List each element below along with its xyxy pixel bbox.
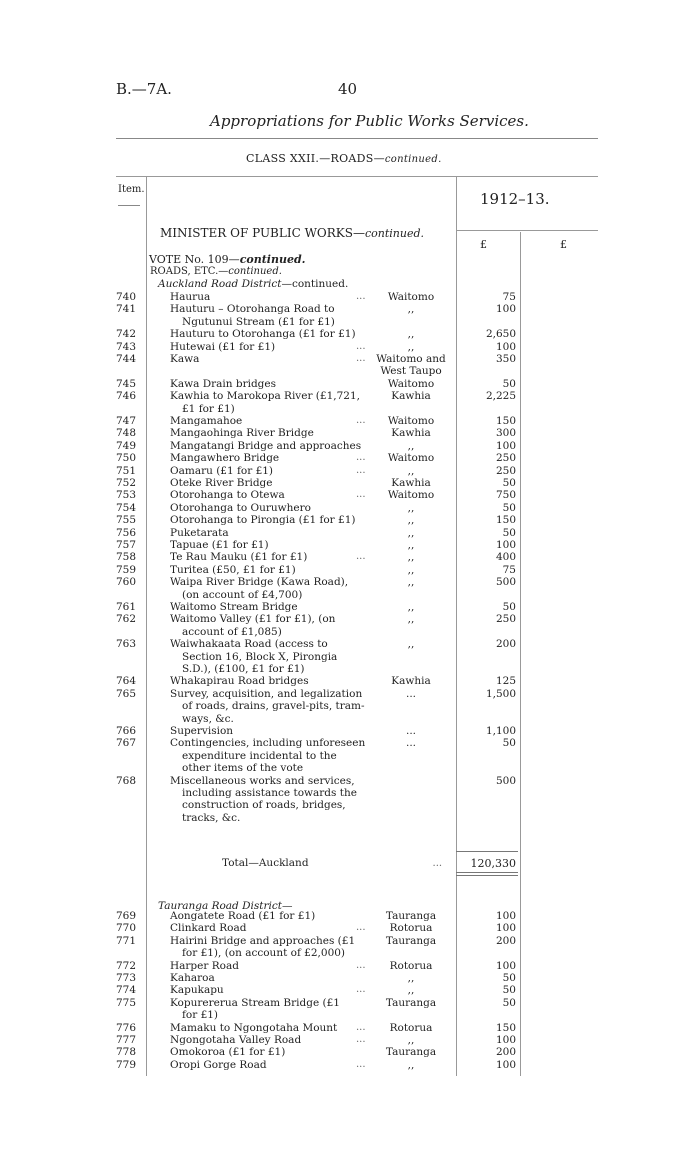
leader-dots: ...	[356, 340, 366, 352]
item-location: Waitomo	[387, 415, 435, 427]
item-amount: 50	[502, 501, 516, 514]
item-amount: 750	[495, 489, 516, 502]
leader-dots: ...	[356, 984, 366, 996]
currency-label: £	[480, 238, 487, 251]
item-location: Kawhia	[391, 477, 431, 489]
item-amount: 2,650	[485, 328, 516, 341]
item-number: 741	[115, 303, 136, 316]
item-description: Oamaru (£1 for £1)	[170, 464, 274, 477]
item-location: ,,	[407, 303, 415, 316]
roads-heading: ROADS, ETC.—continued.	[150, 266, 282, 277]
item-description: tracks, &c.	[182, 811, 241, 824]
item-number: 771	[115, 934, 136, 947]
item-description: Mangaohinga River Bridge	[170, 427, 314, 440]
item-description: Miscellaneous works and services,	[170, 774, 355, 787]
item-location: ,,	[407, 601, 415, 613]
item-number: 773	[115, 972, 136, 984]
item-number: 767	[115, 737, 136, 750]
item-number: 774	[115, 984, 136, 997]
item-amount: 500	[495, 576, 516, 589]
item-number: 768	[115, 774, 136, 787]
item-amount: 100	[495, 910, 516, 922]
item-description: Waiwhakaata Road (access to	[170, 638, 328, 651]
item-location: ,,	[407, 972, 415, 984]
item-description: Otorohanga to Otewa	[170, 489, 285, 502]
item-location: ,,	[407, 328, 415, 341]
item-number: 751	[115, 464, 136, 477]
item-amount: 500	[495, 774, 516, 787]
item-location: Waitomo	[387, 377, 435, 390]
item-location: ,,	[407, 551, 415, 564]
item-description: Aongatete Road (£1 for £1)	[170, 910, 316, 922]
item-description: Haurua	[170, 291, 211, 303]
item-location: ,,	[407, 464, 415, 477]
item-amount: 1,500	[485, 687, 516, 700]
currency-label: £	[560, 238, 567, 251]
item-location: Waitomo	[387, 452, 435, 465]
item-location: ,,	[407, 613, 415, 626]
item-description: for £1), (on account of £2,000)	[182, 947, 346, 960]
item-number: 746	[115, 390, 136, 403]
district-heading: Auckland Road District—continued.	[158, 278, 349, 290]
item-description: Whakapirau Road bridges	[170, 675, 309, 688]
item-number: 758	[115, 551, 136, 564]
item-amount: 50	[502, 737, 516, 750]
leader-dots: ...	[356, 291, 366, 302]
page-number: 40	[338, 80, 358, 98]
item-amount: 300	[495, 427, 516, 440]
item-amount: 50	[502, 526, 516, 539]
leader-dots: ...	[356, 464, 366, 476]
item-amount: 250	[495, 613, 516, 626]
item-number: 769	[115, 910, 136, 922]
item-location: ...	[405, 737, 416, 750]
item-amount: 150	[495, 1021, 516, 1034]
item-number: 757	[115, 539, 136, 551]
item-description: Waitomo Stream Bridge	[170, 601, 298, 613]
item-description: account of £1,085)	[182, 625, 282, 638]
item-description: Mangawhero Bridge	[170, 452, 280, 465]
item-description: £1 for £1)	[182, 402, 235, 415]
item-number: 752	[115, 477, 136, 489]
item-description: Tapuae (£1 for £1)	[170, 539, 269, 551]
item-location: ,,	[407, 1034, 415, 1046]
item-description: Kaharoa	[170, 972, 215, 984]
item-number: 762	[115, 613, 136, 626]
item-amount: 75	[502, 563, 516, 576]
item-amount: 2,225	[485, 390, 516, 403]
item-description: Harper Road	[170, 959, 239, 972]
item-description: Te Rau Mauku (£1 for £1)	[170, 551, 308, 564]
item-location: West Taupo	[380, 365, 442, 378]
item-number: 765	[115, 687, 136, 700]
item-description: Kapukapu	[170, 984, 224, 997]
item-number: 772	[115, 959, 136, 972]
item-description: Waipa River Bridge (Kawa Road),	[170, 576, 349, 589]
item-location: Waitomo and	[376, 353, 446, 365]
item-number: 745	[115, 377, 136, 390]
item-number: 753	[115, 489, 136, 502]
item-amount: 150	[495, 415, 516, 427]
item-number: 748	[115, 427, 136, 440]
item-description: Otorohanga to Ouruwhero	[170, 501, 311, 514]
item-number: 749	[115, 439, 136, 452]
item-number: 754	[115, 501, 136, 514]
item-description: Hairini Bridge and approaches (£1	[170, 934, 356, 947]
item-number: 775	[115, 996, 136, 1009]
item-description: Kawhia to Marokopa River (£1,721,	[170, 390, 360, 403]
total-label: Total—Auckland ...	[222, 857, 443, 869]
item-description: of roads, drains, gravel-pits, tram-	[182, 700, 365, 713]
item-location: ,,	[407, 563, 415, 576]
item-description: Hauturu to Otorohanga (£1 for £1)	[170, 328, 356, 341]
item-column-header: Item.	[118, 184, 145, 195]
item-number: 770	[115, 922, 136, 935]
item-location: ,,	[407, 501, 415, 514]
item-amount: 50	[502, 377, 516, 390]
item-number: 759	[115, 563, 136, 576]
item-description: Kawa Drain bridges	[170, 377, 276, 390]
item-location: Kawhia	[391, 427, 431, 440]
item-location: Tauranga	[385, 910, 437, 922]
item-description: Oteke River Bridge	[170, 477, 273, 489]
item-amount: 100	[495, 539, 516, 551]
item-location: Tauranga	[385, 996, 437, 1009]
item-location: Rotorua	[389, 959, 433, 972]
item-number: 760	[115, 576, 136, 589]
item-description: for £1)	[182, 1009, 219, 1022]
item-amount: 200	[495, 934, 516, 947]
item-amount: 350	[495, 353, 516, 365]
item-location: ,,	[407, 526, 415, 539]
item-description: other items of the vote	[182, 762, 304, 775]
item-description: Survey, acquisition, and legalization	[170, 687, 363, 700]
item-amount: 50	[502, 477, 516, 489]
class-title: CLASS XXII.—ROADS—continued.	[246, 152, 442, 165]
item-location: ,,	[407, 539, 415, 551]
leader-dots: ...	[356, 1034, 366, 1045]
item-amount: 100	[495, 303, 516, 316]
item-location: ,,	[407, 638, 415, 651]
leader-dots: ...	[356, 353, 366, 364]
item-description: (on account of £4,700)	[182, 588, 303, 601]
item-number: 755	[115, 514, 136, 527]
item-amount: 75	[502, 291, 516, 303]
item-amount: 1,100	[485, 725, 516, 737]
item-description: Waitomo Valley (£1 for £1), (on	[170, 613, 336, 626]
item-amount: 50	[502, 996, 516, 1009]
item-number: 776	[115, 1021, 136, 1034]
item-amount: 100	[495, 1034, 516, 1046]
item-amount: 100	[495, 439, 516, 452]
item-description: Supervision	[170, 725, 234, 737]
item-amount: 250	[495, 464, 516, 477]
divider	[456, 230, 598, 231]
item-number: 764	[115, 675, 136, 688]
column-rule	[146, 176, 147, 1076]
item-description: expenditure incidental to the	[182, 749, 337, 762]
item-description: construction of roads, bridges,	[182, 799, 346, 812]
item-location: ,,	[407, 1058, 415, 1071]
item-number: 747	[115, 415, 136, 427]
item-number: 744	[115, 353, 136, 365]
item-amount: 100	[495, 1058, 516, 1071]
item-amount: 50	[502, 984, 516, 997]
leader-dots: ...	[356, 452, 366, 464]
item-description: Mangatangi Bridge and approaches	[170, 439, 362, 452]
item-description: S.D.), (£100, £1 for £1)	[182, 663, 305, 675]
item-number: 778	[115, 1046, 136, 1059]
leader-dots: ...	[356, 1058, 366, 1070]
item-location: ...	[405, 687, 416, 700]
leader-dots: ...	[356, 415, 366, 426]
item-number: 750	[115, 452, 136, 465]
item-number: 756	[115, 526, 136, 539]
divider	[116, 176, 598, 177]
item-location: ,,	[407, 984, 415, 997]
leader-dots: ...	[356, 922, 366, 934]
item-description: Kawa	[170, 353, 200, 365]
total-rule	[456, 851, 518, 852]
item-amount: 200	[495, 638, 516, 651]
item-number: 761	[115, 601, 136, 613]
item-number: 740	[115, 291, 136, 303]
item-description: Mangamahoe	[170, 415, 243, 427]
item-description: Clinkard Road	[170, 922, 247, 935]
item-location: ,,	[407, 514, 415, 527]
item-description: Omokoroa (£1 for £1)	[170, 1046, 286, 1059]
item-number: 779	[115, 1058, 136, 1071]
item-location: ,,	[407, 439, 415, 452]
item-description: Mamaku to Ngongotaha Mount	[170, 1021, 338, 1034]
item-amount: 50	[502, 601, 516, 613]
item-description: Turitea (£50, £1 for £1)	[170, 563, 296, 576]
item-description: Contingencies, including unforeseen	[170, 737, 366, 750]
item-number: 742	[115, 328, 136, 341]
item-amount: 100	[495, 922, 516, 935]
column-rule	[520, 232, 521, 1076]
item-location: Tauranga	[385, 1046, 437, 1059]
item-amount: 50	[502, 972, 516, 984]
divider	[118, 205, 140, 206]
item-description: Otorohanga to Pirongia (£1 for £1)	[170, 514, 356, 527]
item-location: Kawhia	[391, 390, 431, 403]
ministry-heading: MINISTER OF PUBLIC WORKS—continued.	[160, 226, 425, 240]
item-amount: 200	[495, 1046, 516, 1059]
total-rule	[456, 872, 518, 873]
divider	[116, 138, 598, 139]
item-amount: 250	[495, 452, 516, 465]
district-heading: Tauranga Road District—	[158, 900, 293, 912]
item-location: Kawhia	[391, 675, 431, 688]
total-rule	[456, 875, 518, 876]
item-description: Section 16, Block X, Pirongia	[182, 650, 338, 663]
item-description: Puketarata	[170, 526, 229, 539]
item-amount: 125	[495, 675, 516, 688]
item-description: including assistance towards the	[182, 787, 357, 799]
item-number: 763	[115, 638, 136, 651]
item-amount: 400	[495, 551, 516, 564]
item-description: Kopurererua Stream Bridge (£1	[170, 996, 340, 1009]
total-amount: 120,330	[470, 857, 516, 870]
leader-dots: ...	[356, 551, 366, 563]
item-description: Hutewai (£1 for £1)	[170, 340, 276, 353]
leader-dots: ...	[356, 1021, 366, 1033]
leader-dots: ...	[356, 489, 366, 501]
item-amount: 100	[495, 959, 516, 972]
item-number: 743	[115, 340, 136, 353]
item-description: Hauturu – Otorohanga Road to	[170, 303, 335, 316]
item-amount: 150	[495, 514, 516, 527]
item-amount: 100	[495, 340, 516, 353]
item-description: ways, &c.	[182, 712, 234, 725]
item-location: Waitomo	[387, 291, 435, 303]
item-number: 777	[115, 1034, 136, 1046]
item-description: Oropi Gorge Road	[170, 1058, 267, 1071]
item-location: Waitomo	[387, 489, 435, 502]
vote-heading: VOTE No. 109—continued.	[149, 253, 306, 266]
item-description: Ngutunui Stream (£1 for £1)	[182, 315, 335, 328]
leader-dots: ...	[356, 959, 366, 971]
item-location: ,,	[407, 576, 415, 589]
document-code: B.—7A.	[116, 80, 172, 98]
item-location: Rotorua	[389, 922, 433, 935]
item-location: ,,	[407, 340, 415, 353]
page-title: Appropriations for Public Works Services.	[210, 112, 529, 130]
item-location: ...	[405, 725, 416, 737]
item-location: Rotorua	[389, 1021, 433, 1034]
item-number: 766	[115, 725, 136, 737]
item-description: Ngongotaha Valley Road	[170, 1034, 302, 1046]
item-location: Tauranga	[385, 934, 437, 947]
year-header: 1912–13.	[480, 190, 550, 208]
